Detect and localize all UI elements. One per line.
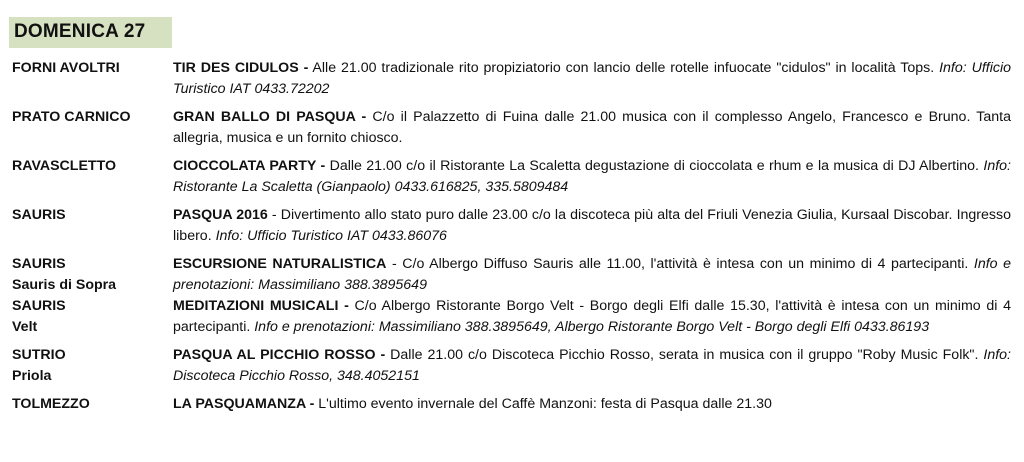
event-place: PRATO CARNICO (12, 109, 131, 125)
event-text: C/o il Palazzetto di Fuina dalle 21.00 musica con il complesso Angelo, Francesco e Bruno. Tanta allegria, musica e un fornito chiosco. (173, 109, 1011, 146)
event-description (173, 58, 1011, 100)
event-title: TIR DES CIDULOS - (173, 60, 309, 76)
event-title: CIOCCOLATA PARTY - (173, 158, 326, 174)
event-row (0, 345, 1024, 387)
event-place: SAURIS Velt (12, 298, 66, 335)
event-row (0, 205, 1024, 247)
event-place: SUTRIO Priola (12, 347, 66, 384)
event-info: Info e prenotazioni: Massimiliano 388.3895649 (173, 256, 1012, 293)
event-description (173, 394, 1011, 415)
event-row (0, 156, 1024, 198)
event-text: Alle 21.00 tradizionale rito propiziatorio con lancio delle rotelle infuocate "cidulos" in località Tops. (308, 60, 940, 76)
event-row (0, 254, 1024, 296)
event-place: RAVASCLETTO (12, 158, 117, 174)
event-title: GRAN BALLO DI PASQUA - (173, 109, 367, 125)
event-row (0, 58, 1024, 100)
event-place: SAURIS (12, 207, 66, 223)
event-info: Info: Ufficio Turistico IAT 0433.86076 (215, 228, 447, 244)
event-title: LA PASQUAMANZA - (173, 396, 315, 412)
event-description (173, 296, 1011, 338)
event-row (0, 296, 1024, 338)
event-info: Info: Ristorante La Scaletta (Gianpaolo) 0433.616825, 335.5809484 (173, 158, 1011, 195)
event-text: - Divertimento allo stato puro dalle 23.00 c/o la discoteca più alta del Friuli Venezia Giulia, Kursaal Discobar. Ingresso libero. (173, 207, 1011, 244)
event-text: Dalle 21.00 c/o Discoteca Picchio Rosso, serata in musica con il gruppo "Roby Music Folk". (385, 347, 984, 363)
event-place: FORNI AVOLTRI (12, 60, 120, 76)
event-text: - C/o Albergo Diffuso Sauris alle 11.00, l'attività è intesa con un minimo di 4 partecipanti. (386, 256, 974, 272)
day-label: DOMENICA 27 (14, 21, 146, 42)
event-info: Info e prenotazioni: Massimiliano 388.3895649, Albergo Ristorante Borgo Velt - Borgo degli Elfi 0433.86193 (254, 319, 930, 335)
day-header (9, 17, 172, 48)
event-description (173, 205, 1011, 247)
event-title: ESCURSIONE NATURALISTICA (173, 256, 387, 272)
event-description (173, 107, 1011, 149)
event-description (173, 156, 1011, 198)
event-place: SAURIS Sauris di Sopra (12, 256, 117, 293)
event-title: PASQUA AL PICCHIO ROSSO - (173, 347, 386, 363)
event-description (173, 254, 1011, 296)
event-title: MEDITAZIONI MUSICALI - (173, 298, 349, 314)
event-text: Dalle 21.00 c/o il Ristorante La Scaletta degustazione di cioccolata e rhum e la musica di DJ Albertino. (325, 158, 984, 174)
event-text: L'ultimo evento invernale del Caffè Manzoni: festa di Pasqua dalle 21.30 (314, 396, 772, 412)
event-title: PASQUA 2016 (173, 207, 268, 223)
event-text: C/o Albergo Ristorante Borgo Velt - Borgo degli Elfi dalle 15.30, l'attività è intesa con un minimo di 4 partecipanti. (173, 298, 1011, 335)
event-place: TOLMEZZO (12, 396, 90, 412)
event-description (173, 345, 1011, 387)
event-info: Info: Discoteca Picchio Rosso, 348.4052151 (173, 347, 1011, 384)
event-row (0, 107, 1024, 149)
event-info: Info: Ufficio Turistico IAT 0433.72202 (173, 60, 1011, 97)
event-row (0, 394, 1024, 415)
events-list (0, 58, 1024, 415)
